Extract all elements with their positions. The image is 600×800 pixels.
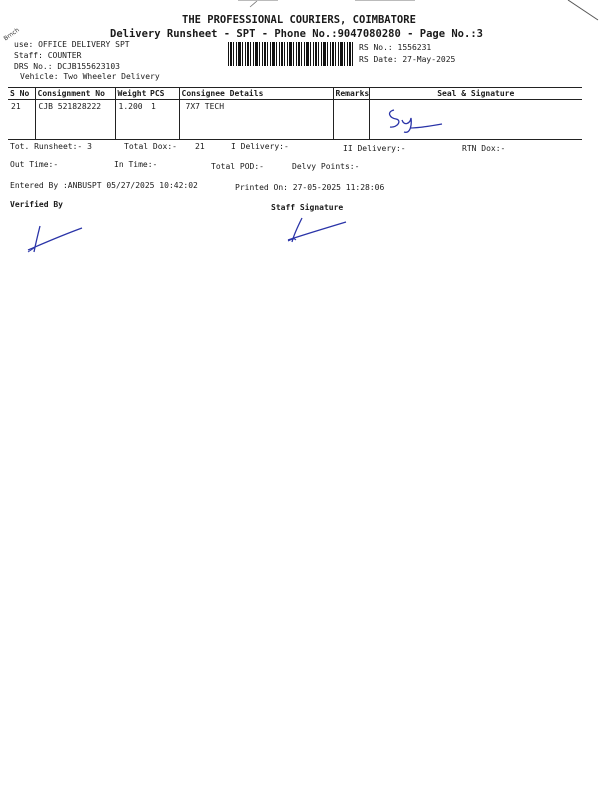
consignee-signature [382,102,452,136]
out-time: Out Time:- [10,160,59,169]
company-title: THE PROFESSIONAL COURIERS, COIMBATORE [182,14,416,26]
table-row [8,100,582,140]
col-header-consignment: Consignment No [35,88,115,100]
drs-number: DRS No.: DCJB155623103 [14,62,120,71]
entered-by: Entered By :ANBUSPT 05/27/2025 10:42:02 [10,181,198,190]
in-time: In Time:- [114,160,158,169]
scan-mark [355,0,415,1]
cell-consignment: CJB 521828222 [35,100,115,140]
col-header-sno: S No [8,88,35,100]
rtn-dox: RTN Dox:- [462,144,506,153]
cell-pcs: 1 [148,100,179,140]
total-dox-label: Total Dox:- [124,142,177,151]
col-header-pcs: PCS [148,88,179,100]
corner-fold-line [248,0,260,8]
verifier-signature [20,212,90,258]
cell-weight: 1.200 [115,100,148,140]
staff-signature-label: Staff Signature [271,203,344,212]
verified-by-label: Verified By [10,200,63,209]
vehicle-line: Vehicle: Two Wheeler Delivery [20,72,160,81]
barcode [228,42,353,66]
printed-on: Printed On: 27-05-2025 11:28:06 [235,183,385,192]
col-header-seal: Seal & Signature [369,88,582,100]
delvy-points: Delvy Points:- [292,162,360,171]
col-header-consignee: Consignee Details [179,88,333,100]
total-pod: Total POD:- [211,162,264,171]
tot-runsheet: Tot. Runsheet:- 3 [10,142,92,151]
total-dox-value: 21 [195,142,205,151]
cell-remarks [333,100,369,140]
cell-consignee: 7X7 TECH [179,100,333,140]
svg-text:Brnch: Brnch [2,26,21,43]
col-header-remarks: Remarks [333,88,369,100]
staff-signature [282,210,352,246]
corner-fold-line [560,0,600,22]
runsheet-table [8,87,582,140]
rs-number: RS No.: 1556231 [359,43,432,52]
cell-sno: 21 [8,100,35,140]
staff-line: Staff: COUNTER [14,51,82,60]
ii-delivery: II Delivery:- [343,144,406,153]
branch-line: use: OFFICE DELIVERY SPT [14,40,130,49]
cell-seal-signature [369,100,582,140]
i-delivery: I Delivery:- [231,142,289,151]
table-header-row [8,88,582,100]
rs-date: RS Date: 27-May-2025 [359,55,456,64]
col-header-weight: Weight [115,88,148,100]
runsheet-subtitle: Delivery Runsheet - SPT - Phone No.:9047080280 - Page No.:3 [110,28,483,40]
